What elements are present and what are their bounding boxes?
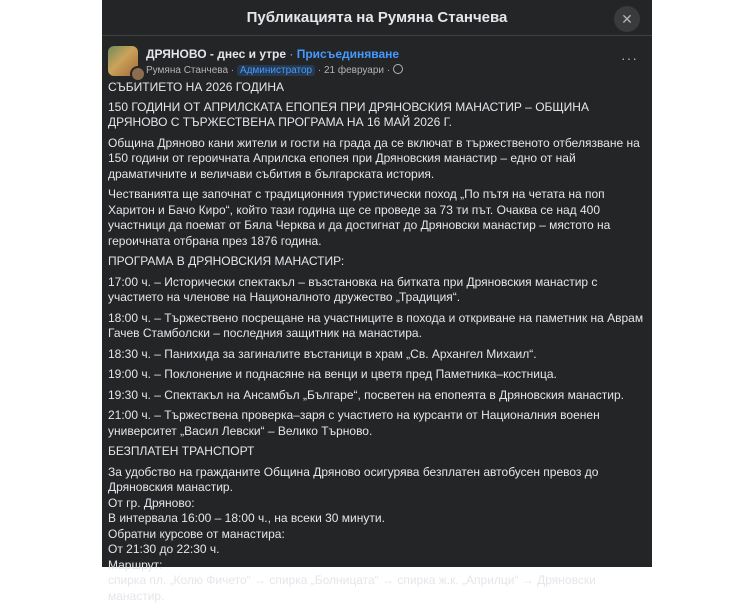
program-heading: ПРОГРАМА В ДРЯНОВСКИЯ МАНАСТИР:: [108, 254, 345, 268]
globe-icon: [393, 64, 403, 74]
dialog-title: Публикацията на Румяна Станчева: [246, 9, 508, 26]
transport-heading: БЕЗПЛАТЕН ТРАНСПОРТ: [108, 444, 255, 458]
transport-line: От 21:30 до 22:30 ч.: [108, 542, 220, 556]
group-line: [146, 47, 399, 61]
program-item: 19:00 ч. – Поклонение и поднасяне на венци и цветя пред Паметника–костница.: [108, 367, 557, 381]
post-paragraph: Община Дряново кани жители и гости на града да се включат в тържественото отбелязване на 150 години от героичната Априлска епопея при Дряновския манастир – едно от най драматичните и величави събития в българската история.: [108, 135, 640, 181]
post-subheading: 150 ГОДИНИ ОТ АПРИЛСКАТА ЕПОПЕЯ ПРИ ДРЯНОВСКИЯ МАНАСТИР – ОБЩИНА ДРЯНОВО С ТЪРЖЕСТВЕНА ПРОГРАМА НА 16 МАЙ 2026 Г.: [108, 99, 589, 129]
transport-line: В интервала 16:00 – 18:00 ч., на всеки 30 минути.: [108, 511, 385, 525]
program-item: 21:00 ч. – Тържествена проверка–заря с участието на курсанти от Националния военен университет „Васил Левски“ – Велико Търново.: [108, 408, 600, 438]
transport-line: Обратни курсове от манастира:: [108, 526, 285, 541]
post-meta: Румяна Станчева · Администратор · 21 февруари ·: [146, 64, 403, 76]
admin-badge: Администратор: [237, 65, 315, 76]
meta-separator: ·: [228, 65, 237, 76]
separator-dot: ·: [286, 47, 297, 61]
close-icon: ✕: [621, 11, 633, 27]
close-button[interactable]: [614, 6, 640, 32]
transport-line: спирка пл. „Колю Фичето“ → спирка „Болницата“ → спирка ж.к. „Априлци“ → Дряновски манастир.: [108, 573, 596, 603]
author-name-link[interactable]: Румяна Станчева: [146, 65, 229, 76]
more-options-button[interactable]: ···: [621, 50, 638, 66]
post-header: [108, 46, 644, 80]
program-item: 19:30 ч. – Спектакъл на Ансамбъл „Българе“, посветен на епопеята в Дряновския манастир.: [108, 387, 625, 402]
program-item: 18:00 ч. – Тържествено посрещане на участниците в похода и откриване на паметник на Аврам Гачев Стамболски – последния защитник на манастира.: [108, 310, 644, 340]
post-body: [108, 80, 648, 604]
group-name-link[interactable]: ДРЯНОВО - днес и утре: [146, 47, 287, 61]
program-item: 18:30 ч. – Панихида за загиналите въстаници в храм „Св. Архангел Михаил“.: [108, 346, 537, 361]
transport-line: Маршрут:: [108, 557, 163, 572]
transport-intro: За удобство на гражданите Община Дряново осигурява безплатен автобусен превоз до Дряновския манастир.: [108, 464, 599, 494]
join-group-link[interactable]: Присъединяване: [296, 47, 400, 61]
post-date-link[interactable]: 21 февруари: [323, 65, 385, 76]
program-item: 17:00 ч. – Исторически спектакъл – възстановка на битката при Дряновския манастир с участието на членове на Националното дружество „Традиция“.: [108, 274, 598, 304]
dialog-header: [102, 0, 652, 36]
post-paragraph: Честванията ще започнат с традиционния туристически поход „По пътя на четата на поп Харитон и Бачо Киро“, който тази година ще се проведе за 73 ти път. Очаква се над 400 участници да поемат от Бяла Черква и да достигнат до Дряновски манастир – мястото на героичната отбрана през 1876 година.: [108, 187, 611, 248]
meta-separator: ·: [315, 65, 324, 76]
transport-line: От гр. Дряново:: [108, 495, 195, 510]
post-dialog: [102, 0, 652, 603]
post-heading: СЪБИТИЕТО НА 2026 ГОДИНА: [108, 80, 285, 94]
